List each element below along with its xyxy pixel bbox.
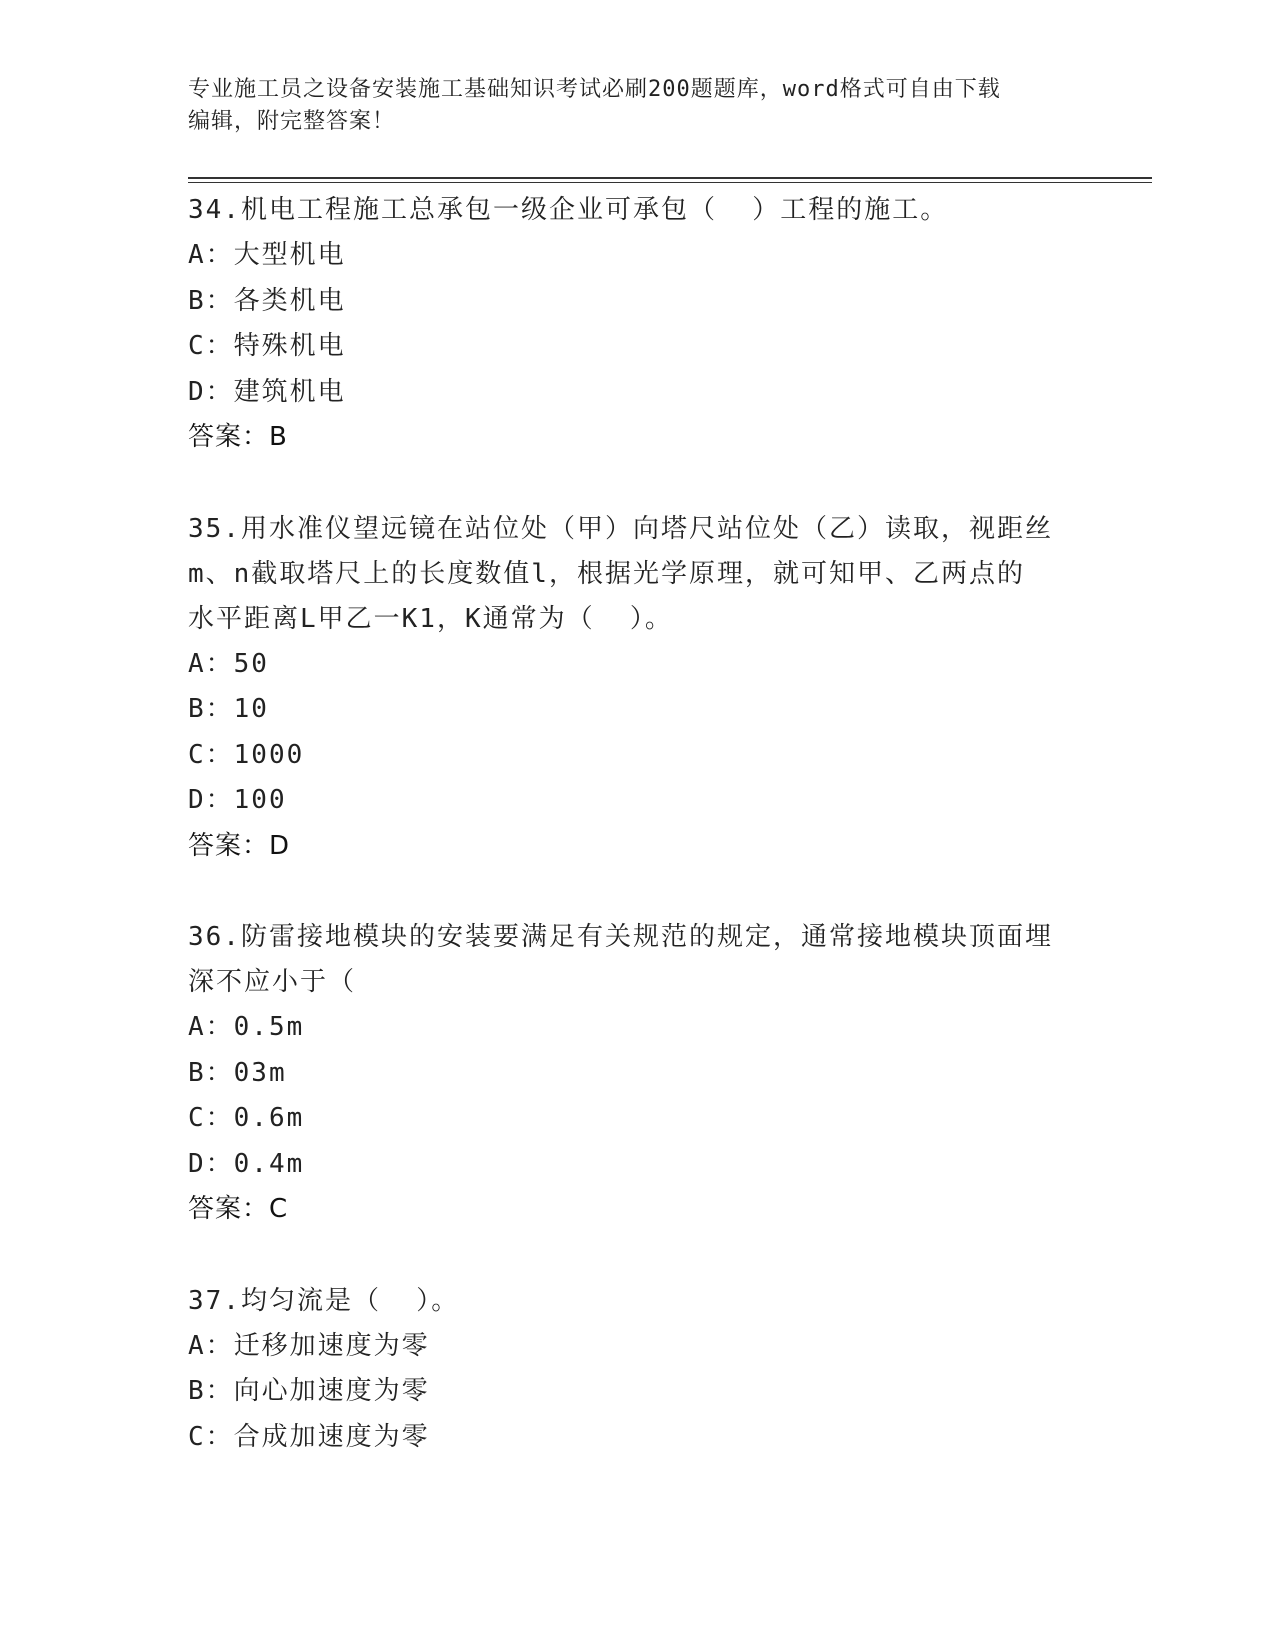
option-c: C：0.6m <box>188 1103 305 1133</box>
option-a: A：50 <box>188 648 269 679</box>
option-b: B：向心加速度为零 <box>188 1376 430 1406</box>
option-a: A：0.5m <box>188 1012 305 1042</box>
option-c: C：1000 <box>188 739 305 770</box>
question-text-line-2: 深不应小于（ <box>188 967 357 997</box>
header-divider <box>188 177 1152 179</box>
option-b: B：各类机电 <box>188 285 346 316</box>
question-text-line-3: 水平距离L甲乙一K1，K通常为（ ）。 <box>188 603 673 634</box>
header-divider-thin <box>188 182 1152 183</box>
question-35 <box>188 507 1088 870</box>
question-text-line-1: 35.用水准仪望远镜在站位处（甲）向塔尺站位处（乙）读取，视距丝 <box>188 513 1053 544</box>
option-b: B：03m <box>188 1057 287 1088</box>
header-line-1: 专业施工员之设备安装施工基础知识考试必刷200题题库，word格式可自由下载 <box>188 77 1001 102</box>
header-line-2: 编辑，附完整答案！ <box>188 109 396 134</box>
option-c: C：合成加速度为零 <box>188 1421 430 1452</box>
question-34 <box>188 188 1088 461</box>
question-text-line-1: 37.均匀流是（ ）。 <box>188 1285 460 1316</box>
question-36 <box>188 915 1088 1233</box>
spacer <box>188 1233 1088 1279</box>
question-37 <box>188 1279 1088 1461</box>
document-header <box>188 74 1088 138</box>
option-d: D：建筑机电 <box>188 376 346 407</box>
answer: 答案：C <box>188 1194 289 1224</box>
question-list <box>188 188 1088 1460</box>
question-text-line-1: 36.防雷接地模块的安装要满足有关规范的规定，通常接地模块顶面埋 <box>188 922 1053 952</box>
option-d: D：100 <box>188 785 287 815</box>
option-c: C：特殊机电 <box>188 331 346 361</box>
question-text-line-2: m、n截取塔尺上的长度数值l，根据光学原理，就可知甲、乙两点的 <box>188 558 1025 589</box>
option-a: A：迁移加速度为零 <box>188 1330 430 1361</box>
question-text: 34.机电工程施工总承包一级企业可承包（ ）工程的施工。 <box>188 195 949 225</box>
answer: 答案：D <box>188 830 291 861</box>
option-a: A：大型机电 <box>188 240 346 270</box>
option-d: D：0.4m <box>188 1148 305 1179</box>
answer: 答案：B <box>188 422 288 452</box>
spacer <box>188 869 1088 915</box>
option-b: B：10 <box>188 694 269 724</box>
spacer <box>188 461 1088 507</box>
